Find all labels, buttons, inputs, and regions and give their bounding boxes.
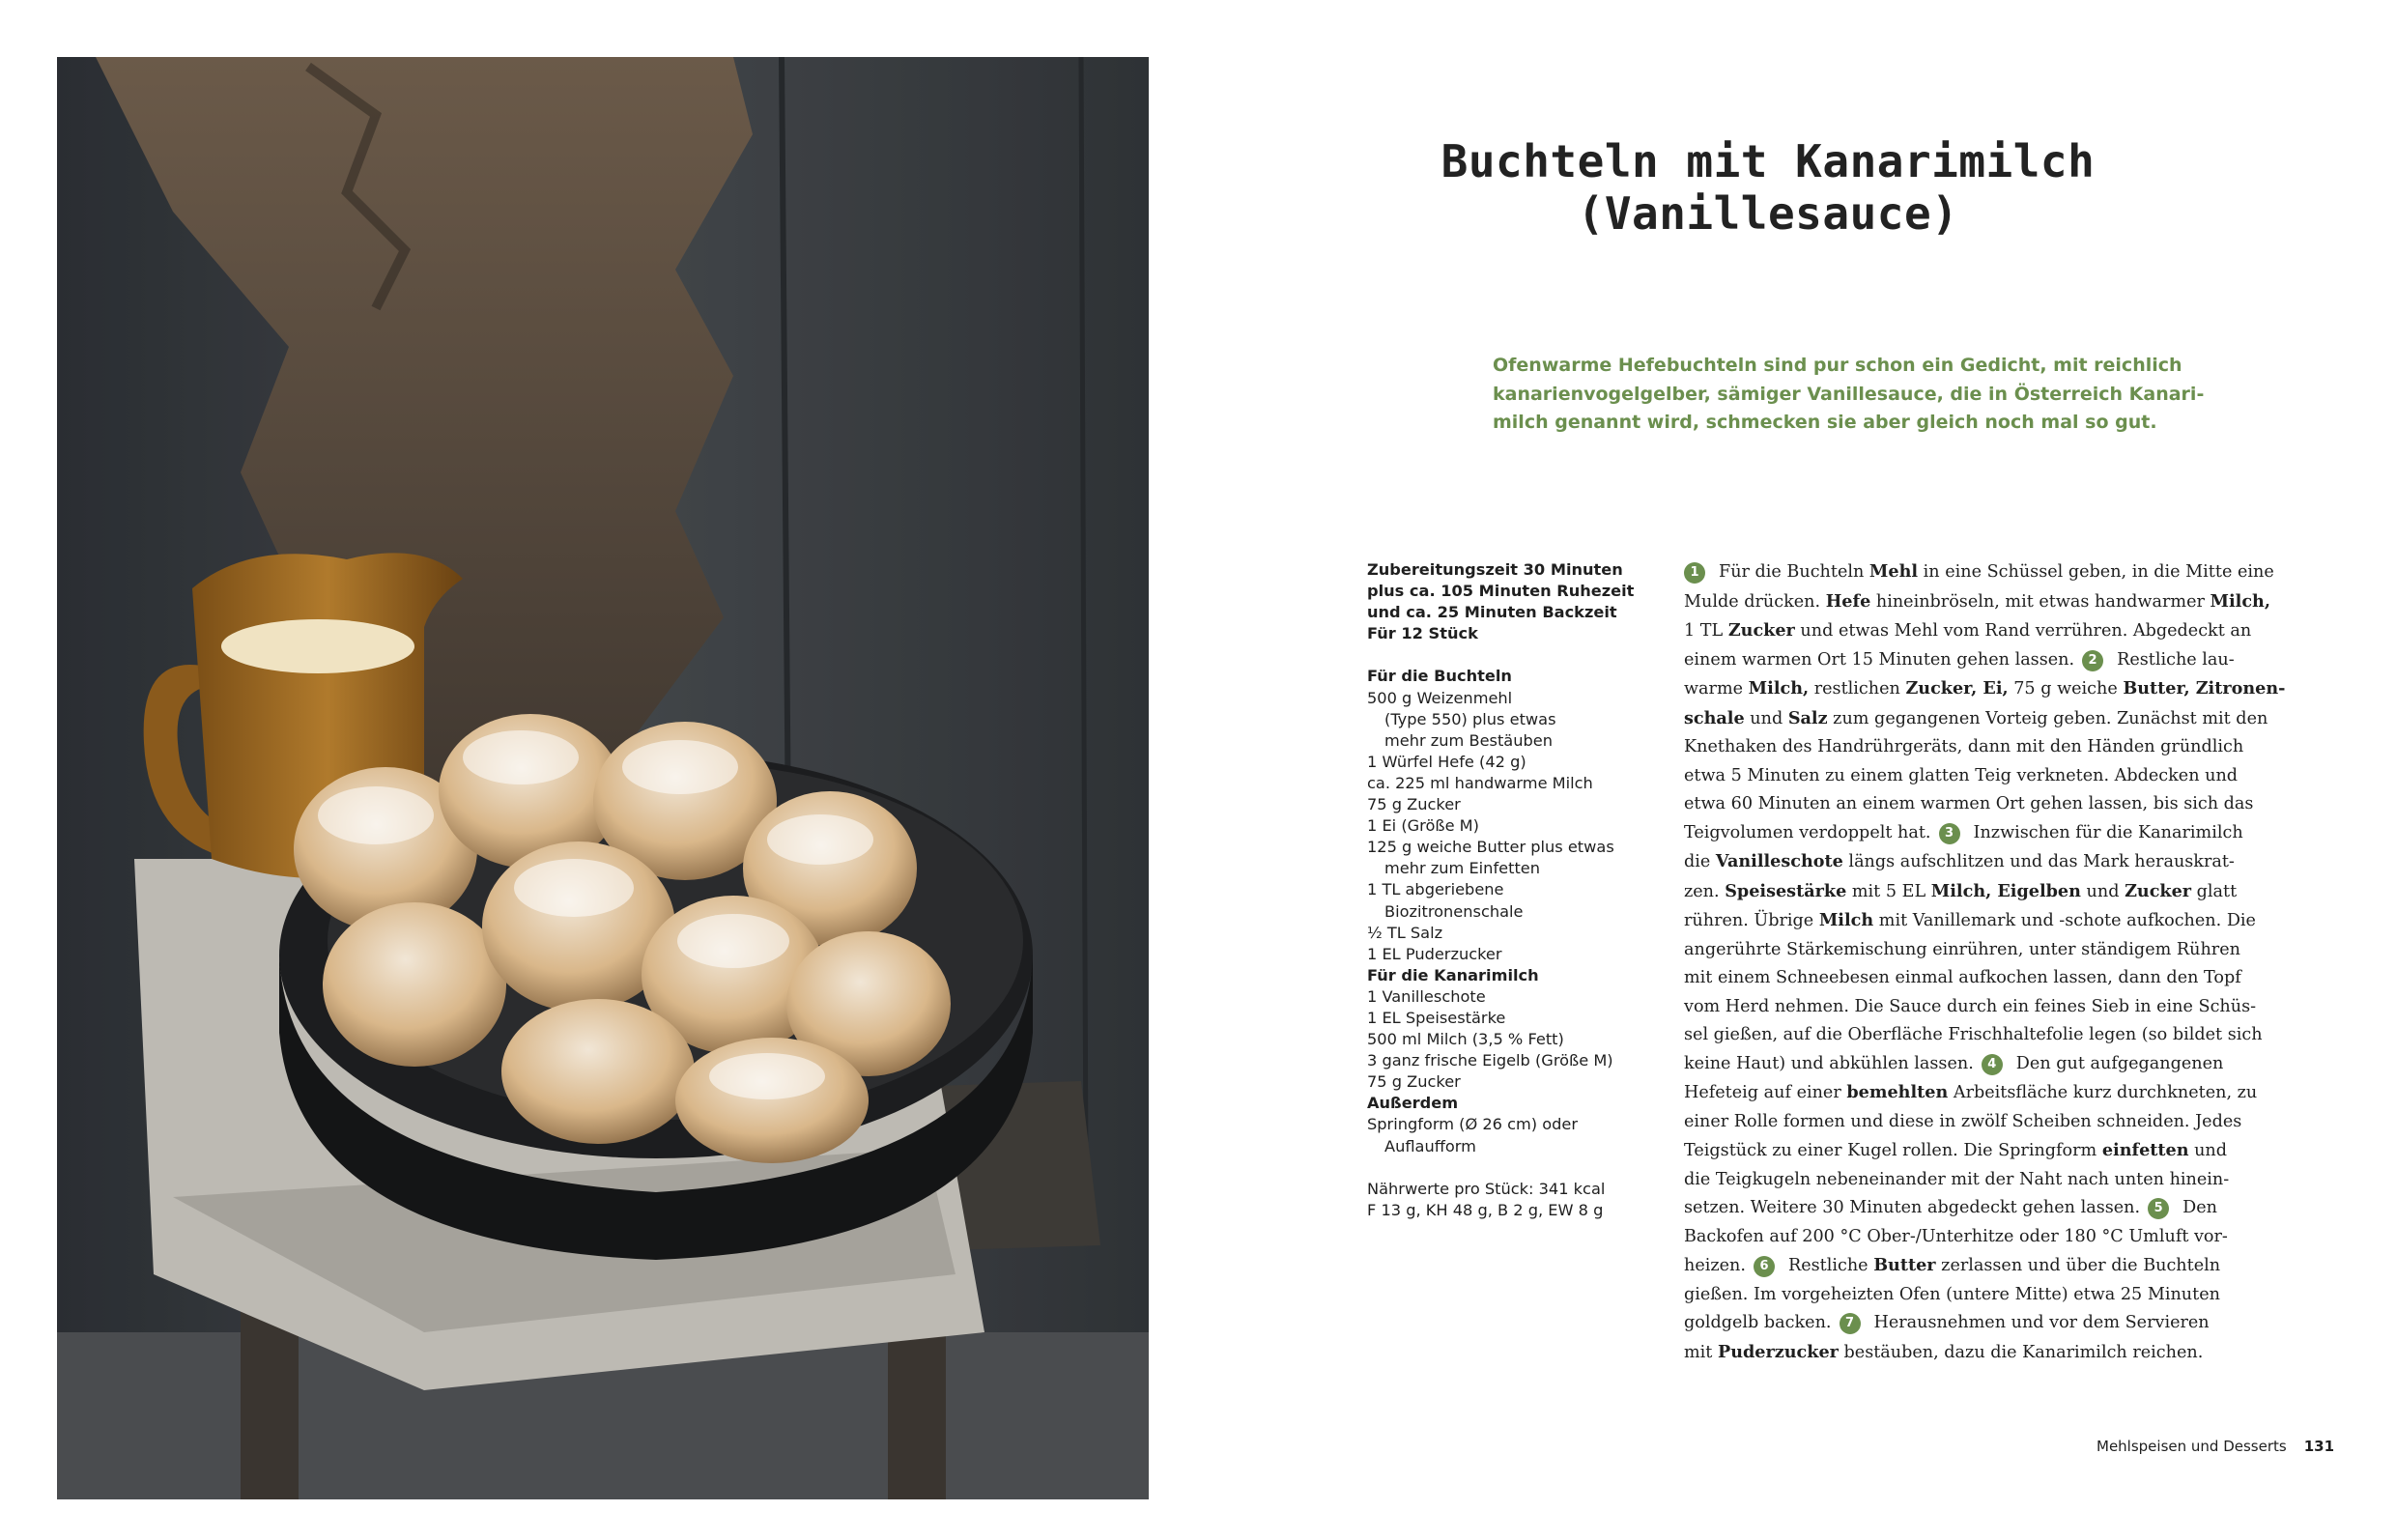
bake-time-line: und ca. 25 Minuten Backzeit <box>1367 603 1617 622</box>
method-line: Hefeteig auf einer bemehlten Arbeitsfläche kurz durchkneten, zu <box>1684 1082 2258 1102</box>
method-line: zen. Speisestärke mit 5 EL Milch, Eigelben und Zucker glatt <box>1684 880 2238 901</box>
method-line: 1 Für die Buchteln Mehl in eine Schüssel geben, in die Mitte eine <box>1684 557 2264 587</box>
method-line: warme Milch, restlichen Zucker, Ei, 75 g weiche Butter, Zitronen- <box>1684 678 2286 699</box>
ingredient-item: 1 EL Speisestärke <box>1367 1008 1506 1027</box>
method-line: etwa 60 Minuten an einem warmen Ort gehen lassen, bis sich das <box>1684 794 2254 813</box>
prep-time-line: Zubereitungszeit 30 Minuten <box>1367 560 1623 579</box>
ingredient-item: 75 g Zucker <box>1367 1072 1461 1092</box>
ingredient-item: 1 TL abgeriebene <box>1367 880 1504 899</box>
ingredient-item: Biozitronenschale <box>1384 901 1524 921</box>
step-badge-6: 6 <box>1754 1256 1775 1277</box>
ingredient-item: 1 Würfel Hefe (42 g) <box>1367 752 1526 771</box>
method-line: heizen. 6 Restliche Butter zerlassen und über die Buchteln <box>1684 1255 2221 1275</box>
method-line: mit einem Schneebesen einmal aufkochen lassen, dann den Topf <box>1684 968 2241 987</box>
step-badge-2: 2 <box>2082 650 2103 671</box>
ingredient-item: 75 g Zucker <box>1367 795 1461 814</box>
ingredient-item: ca. 225 ml handwarme Milch <box>1367 773 1593 792</box>
ingredient-item: Auflaufform <box>1384 1136 1476 1155</box>
recipe-intro <box>1493 352 2205 438</box>
method-line: etwa 5 Minuten zu einem glatten Teig verkneten. Abdecken und <box>1684 765 2239 785</box>
spacer <box>1367 1157 1628 1179</box>
page-footer <box>2096 1438 2335 1455</box>
ingredient-item: 125 g weiche Butter plus etwas <box>1367 838 1614 857</box>
method-line: mit Puderzucker bestäuben, dazu die Kanarimilch reichen. <box>1684 1341 2204 1362</box>
rest-time-line: plus ca. 105 Minuten Ruhezeit <box>1367 582 1635 601</box>
ingredient-item: 1 Ei (Größe M) <box>1367 816 1479 836</box>
method-line: rühren. Übrige Milch mit Vanillemark und -schote aufkochen. Die <box>1684 910 2256 930</box>
method-line: Teigstück zu einer Kugel rollen. Die Springform einfetten und <box>1684 1140 2228 1160</box>
ingredient-item: mehr zum Einfetten <box>1384 859 1541 878</box>
step-badge-1: 1 <box>1684 562 1705 584</box>
method-line: keine Haut) und abkühlen lassen. 4 Den gut aufgegangenen <box>1684 1053 2224 1073</box>
ingredient-item: Springform (Ø 26 cm) oder <box>1367 1115 1578 1134</box>
method-line: sel gießen, auf die Oberfläche Frischhaltefolie legen (so bildet sich <box>1684 1025 2263 1044</box>
method-column <box>1684 557 2286 1367</box>
ingredients-column <box>1367 559 1635 1221</box>
section-name: Mehlspeisen und Desserts <box>2096 1438 2287 1455</box>
ingredient-item: ½ TL Salz <box>1367 923 1443 942</box>
method-line: einem warmen Ort 15 Minuten gehen lassen. 2 Restliche lau- <box>1684 649 2235 670</box>
recipe-photo <box>57 57 1149 1499</box>
method-line: angerührte Stärkemischung einrühren, unter ständigem Rühren <box>1684 939 2240 959</box>
ingredient-item: 500 ml Milch (3,5 % Fett) <box>1367 1030 1564 1049</box>
method-line: schale und Salz zum gegangenen Vorteig geben. Zunächst mit den <box>1684 707 2268 728</box>
kanarimilch-heading: Für die Kanarimilch <box>1367 965 1539 984</box>
method-line: goldgelb backen. 7 Herausnehmen und vor dem Servieren <box>1684 1313 2210 1332</box>
method-line: setzen. Weitere 30 Minuten abgedeckt gehen lassen. 5 Den <box>1684 1198 2217 1217</box>
title-line-2: (Vanillesauce) <box>1577 187 1959 240</box>
intro-line: kanarienvogelgelber, sämiger Vanillesauce, die in Österreich Kanari- <box>1493 383 2205 405</box>
ingredient-item: 500 g Weizenmehl <box>1367 688 1513 707</box>
photo-illustration <box>57 57 1149 1499</box>
step-badge-4: 4 <box>1982 1054 2003 1075</box>
step-badge-3: 3 <box>1939 823 1960 844</box>
ingredient-item: 1 EL Puderzucker <box>1367 944 1502 963</box>
method-line: gießen. Im vorgeheizten Ofen (untere Mitte) etwa 25 Minuten <box>1684 1284 2220 1304</box>
nutrition-line: F 13 g, KH 48 g, B 2 g, EW 8 g <box>1367 1200 1604 1219</box>
step-badge-5: 5 <box>2148 1198 2169 1219</box>
method-line: Teigvolumen verdoppelt hat. 3 Inzwischen für die Kanarimilch <box>1684 822 2243 842</box>
page-number: 131 <box>2303 1438 2335 1455</box>
method-line: vom Herd nehmen. Die Sauce durch ein feines Sieb in eine Schüs- <box>1684 996 2257 1016</box>
nutrition-line: Nährwerte pro Stück: 341 kcal <box>1367 1179 1606 1198</box>
ingredient-item: (Type 550) plus etwas <box>1384 709 1556 728</box>
intro-line: Ofenwarme Hefebuchteln sind pur schon ein Gedicht, mit reichlich <box>1493 355 2182 376</box>
buchteln-heading: Für die Buchteln <box>1367 667 1512 686</box>
method-line: Knethaken des Handrührgeräts, dann mit den Händen gründlich <box>1684 737 2244 756</box>
spacer <box>1367 644 1628 666</box>
method-line: die Vanilleschote längs aufschlitzen und das Mark herauskrat- <box>1684 851 2235 871</box>
method-line: Mulde drücken. Hefe hineinbröseln, mit etwas handwarmer Milch, <box>1684 590 2270 612</box>
title-line-1: Buchteln mit Kanarimilch <box>1440 135 2096 187</box>
recipe-title <box>1391 135 2145 240</box>
method-line: einer Rolle formen und diese in zwölf Scheiben schneiden. Jedes <box>1684 1111 2242 1131</box>
method-line: die Teigkugeln nebeneinander mit der Naht nach unten hinein- <box>1684 1169 2230 1189</box>
ingredient-item: 1 Vanilleschote <box>1367 986 1486 1006</box>
intro-line: milch genannt wird, schmecken sie aber gleich noch mal so gut. <box>1493 412 2157 433</box>
ingredient-item: 3 ganz frische Eigelb (Größe M) <box>1367 1051 1613 1070</box>
method-line: Backofen auf 200 °C Ober-/Unterhitze oder 180 °C Umluft vor- <box>1684 1226 2228 1246</box>
step-badge-7: 7 <box>1840 1313 1861 1334</box>
ausserdem-heading: Außerdem <box>1367 1094 1459 1113</box>
ingredient-item: mehr zum Bestäuben <box>1384 730 1553 750</box>
yield-line: Für 12 Stück <box>1367 624 1478 643</box>
method-line: 1 TL Zucker und etwas Mehl vom Rand verrühren. Abgedeckt an <box>1684 620 2252 641</box>
